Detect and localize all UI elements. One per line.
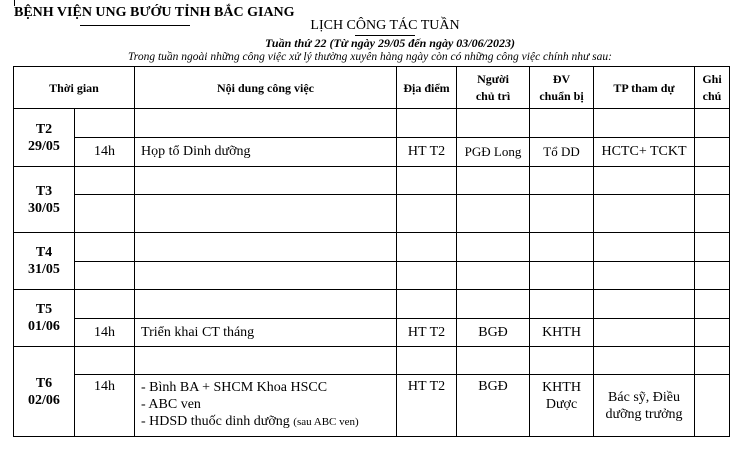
table-row: [14, 233, 730, 262]
prep-cell: KHTH: [530, 319, 594, 347]
time-cell: 14h: [75, 319, 135, 347]
col-attendees: TP tham dự: [594, 67, 695, 109]
document-title: LỊCH CÔNG TÁC TUẦN: [310, 18, 460, 33]
hospital-underline: [80, 25, 190, 26]
table-row: [14, 195, 730, 233]
header-row: [14, 67, 730, 109]
content-cell: - Bình BA + SHCM Khoa HSCC - ABC ven - HDSD thuốc dinh dưỡng (sau ABC ven): [135, 375, 397, 437]
attendees-cell: Bác sỹ, Điều dưỡng trưởng: [594, 375, 695, 437]
col-prep: ĐV chuẩn bị: [530, 67, 594, 109]
table-row: [14, 375, 730, 437]
day-cell-wed: T4 31/05: [14, 233, 75, 290]
col-location: Địa điểm: [397, 67, 457, 109]
location-cell: HT T2: [397, 319, 457, 347]
col-note: Ghi chú: [695, 67, 730, 109]
col-chair: Người chủ trì: [457, 67, 530, 109]
intro-note: Trong tuần ngoài những công việc xử lý thường xuyên hàng ngày còn có những công việc chính như sau:: [128, 51, 612, 63]
col-time: Thời gian: [14, 67, 135, 109]
col-content: Nội dung công việc: [135, 67, 397, 109]
chair-cell: BGĐ: [457, 319, 530, 347]
table-row: [14, 290, 730, 319]
table-row: [14, 262, 730, 290]
chair-cell: BGĐ: [457, 375, 530, 437]
content-cell: Họp tổ Dinh dưỡng: [135, 138, 397, 167]
table-row: [14, 167, 730, 195]
attendees-cell: HCTC+ TCKT: [594, 138, 695, 167]
hospital-name: BỆNH VIỆN UNG BƯỚU TỈNH BẮC GIANG: [14, 5, 295, 20]
time-cell: 14h: [75, 138, 135, 167]
location-cell: HT T2: [397, 375, 457, 437]
chair-cell: PGĐ Long: [457, 138, 530, 167]
week-range: Tuần thứ 22 (Từ ngày 29/05 đến ngày 03/06/2023): [265, 36, 515, 50]
day-cell-tue: T3 30/05: [14, 167, 75, 233]
day-cell-fri: T6 02/06: [14, 347, 75, 437]
time-cell: 14h: [75, 375, 135, 437]
day-cell-thu: T5 01/06: [14, 290, 75, 347]
content-cell: Triển khai CT tháng: [135, 319, 397, 347]
table-row: [14, 347, 730, 375]
schedule-table: [13, 66, 730, 437]
day-cell-mon: T2 29/05: [14, 109, 75, 167]
table-row: [14, 138, 730, 167]
table-row: [14, 319, 730, 347]
location-cell: HT T2: [397, 138, 457, 167]
prep-cell: KHTH Dược: [530, 375, 594, 437]
table-row: [14, 109, 730, 138]
prep-cell: Tổ DD: [530, 138, 594, 167]
